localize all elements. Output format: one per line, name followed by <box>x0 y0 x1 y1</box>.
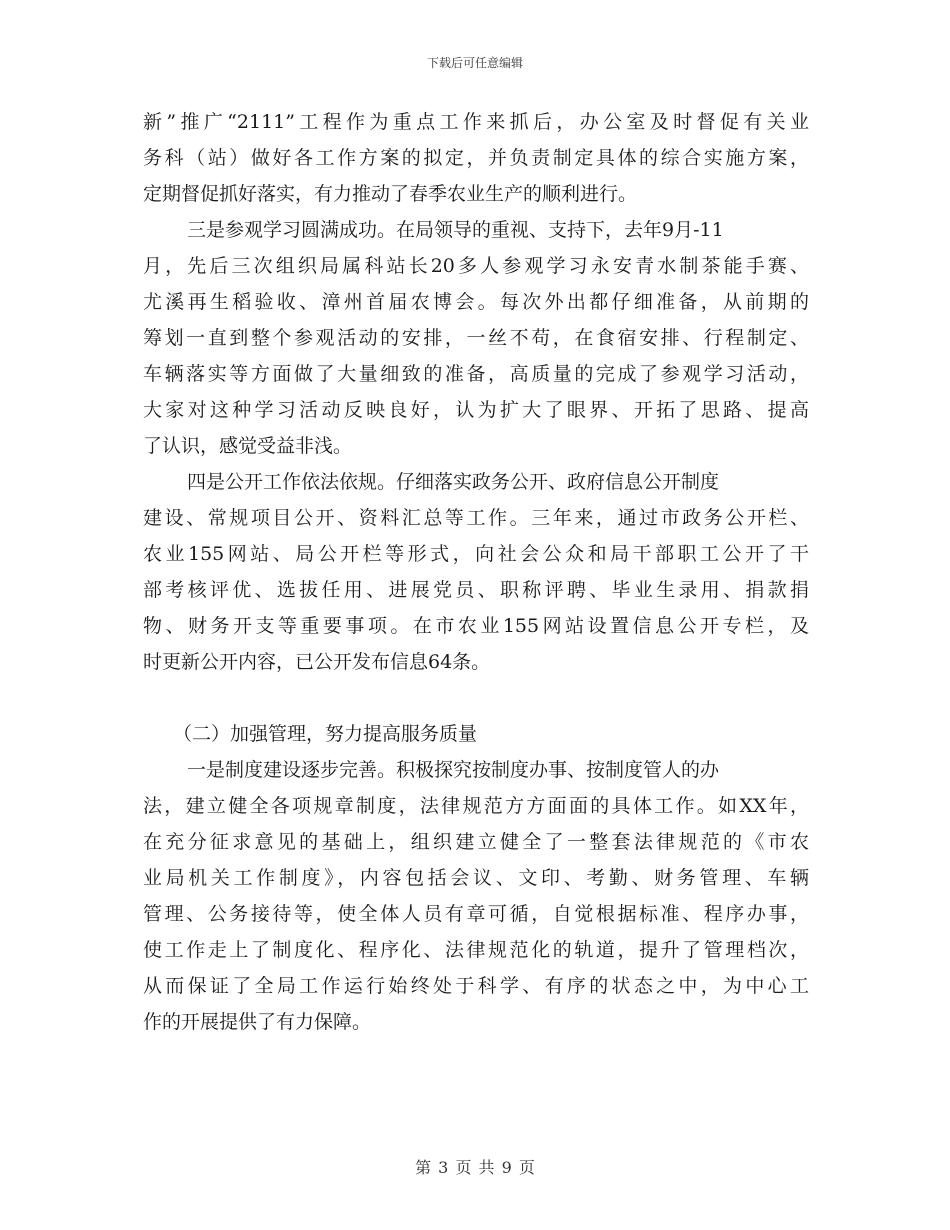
text-line: 部考核评优、选拔任用、进展党员、职称评聘、毕业生录用、捐款捐 <box>143 579 809 601</box>
document-body <box>143 104 809 1040</box>
text-line: 农业155网站、局公开栏等形式，向社会公众和局干部职工公开了干 <box>143 543 809 565</box>
text-line: 建设、常规项目公开、资料汇总等工作。三年来，通过市政务公开栏、 <box>143 507 809 529</box>
page-header: 下载后可任意编辑 <box>426 56 523 70</box>
text-line: 三是参观学习圆满成功。在局领导的重视、支持下，去年9月-11 <box>187 219 724 241</box>
text-line: 四是公开工作依法依规。仔细落实政务公开、政府信息公开制度 <box>187 471 720 493</box>
text-line: 业局机关工作制度》，内容包括会议、文印、考勤、财务管理、车辆 <box>143 867 809 889</box>
text-line: 定期督促抓好落实，有力推动了春季农业生产的顺利进行。 <box>143 183 638 205</box>
text-line: 车辆落实等方面做了大量细致的准备，高质量的完成了参观学习活动， <box>143 363 809 385</box>
text-line: 务科（站）做好各工作方案的拟定，并负责制定具体的综合实施方案， <box>143 147 809 169</box>
text-line: 法，建立健全各项规章制度，法律规范方方面面的具体工作。如XX年， <box>143 795 809 817</box>
text-line: 物、财务开支等重要事项。在市农业155网站设置信息公开专栏，及 <box>143 615 809 637</box>
text-line: 一是制度建设逐步完善。积极探究按制度办事、按制度管人的办 <box>187 759 720 781</box>
page-number: 第 3 页 共 9 页 <box>415 1158 535 1177</box>
text-line: 大家对这种学习活动反映良好，认为扩大了眼界、开拓了思路、提高 <box>143 399 809 421</box>
text-line: 在充分征求意见的基础上，组织建立健全了一整套法律规范的《市农 <box>143 831 809 853</box>
text-line: 时更新公开内容，已公开发布信息64条。 <box>143 651 491 673</box>
text-line: 从而保证了全局工作运行始终处于科学、有序的状态之中，为中心工 <box>143 975 809 997</box>
text-line: 了认识，感觉受益非浅。 <box>143 435 353 457</box>
text-line: 新”推广“2111”工程作为重点工作来抓后，办公室及时督促有关业 <box>143 111 809 133</box>
text-line: 筹划一直到整个参观活动的安排，一丝不苟，在食宿安排、行程制定、 <box>143 327 809 349</box>
paragraph-gap <box>143 680 809 716</box>
section-heading: （二）加强管理，努力提高服务质量 <box>173 723 478 745</box>
text-line: 月，先后三次组织局属科站长20多人参观学习永安青水制茶能手赛、 <box>143 255 809 277</box>
text-line: 管理、公务接待等，使全体人员有章可循，自觉根据标准、程序办事， <box>143 903 809 925</box>
text-line: 作的开展提供了有力保障。 <box>143 1011 372 1033</box>
text-line: 使工作走上了制度化、程序化、法律规范化的轨道，提升了管理档次， <box>143 939 809 961</box>
text-line: 尤溪再生稻验收、漳州首届农博会。每次外出都仔细准备，从前期的 <box>143 291 809 313</box>
